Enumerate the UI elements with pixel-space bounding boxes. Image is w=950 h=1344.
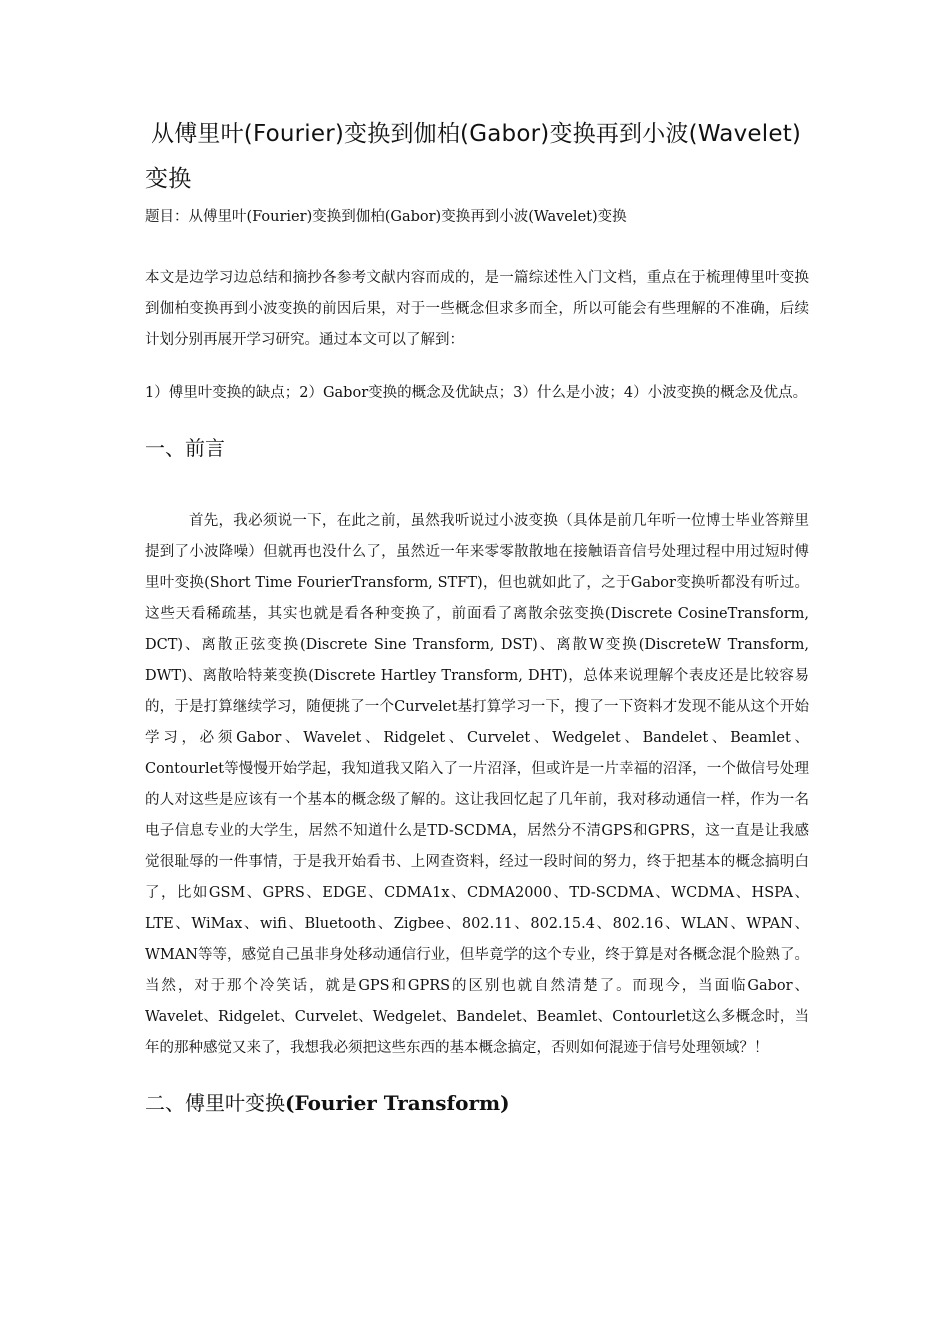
fourier-heading-english: (Fourier Transform) xyxy=(285,1091,510,1115)
subject-line: 题目：从傅里叶(Fourier)变换到伽柏(Gabor)变换再到小波(Wavelet)变换 xyxy=(145,209,627,225)
section-heading-fourier xyxy=(145,1088,809,1118)
title-line-1: 从傅里叶(Fourier)变换到伽柏(Gabor)变换再到小波(Wavelet) xyxy=(151,121,802,147)
preface-body: 首先，我必须说一下，在此之前，虽然我听说过小波变换（具体是前几年听一位博士毕业答辩里提到了小波降噪）但就再也没什么了，虽然近一年来零零散散地在接触语音信号处理过程中用过短时傅里叶变换(Short Time FourierTransform, STFT)，但也就如此了，之于Gabor变换听都没有听过。这些天看稀疏基，其实也就是看各种变换了，前面看了离散余弦变换(Discrete CosineTransform, DCT)、离散正弦变换(Discrete Sine Transform, DST)、离散W变换(DiscreteW Transform, DWT)、离散哈特莱变换(Discrete Hartley Transform, DHT)，总体来说理解个表皮还是比较容易的，于是打算继续学习，随便挑了一个Curvelet基打算学习一下，搜了一下资料才发现不能从这个开始学习，必须Gabor、Wavelet、Ridgelet、Curvelet、Wedgelet、Bandelet、Beamlet、Contourlet等慢慢开始学起，我知道我又陷入了一片沼泽，但或许是一片幸福的沼泽，一个做信号处理的人对这些是应该有一个基本的概念级了解的。这让我回忆起了几年前，我对移动通信一样，作为一名电子信息专业的大学生，居然不知道什么是TD-SCDMA，居然分不清GPS和GPRS，这一直是让我感觉很耻辱的一件事情，于是我开始看书、上网查资料，经过一段时间的努力，终于把基本的概念搞明白了，比如GSM、GPRS、EDGE、CDMA1x、CDMA2000、TD-SCDMA、WCDMA、HSPA、LTE、WiMax、wifi、Bluetooth、Zigbee、802.11、802.15.4、802.16、WLAN、WPAN、WMAN等等，感觉自己虽非身处移动通信行业，但毕竟学的这个专业，终于算是对各概念混个脸熟了。当然，对于那个冷笑话，就是GPS和GPRS的区别也就自然清楚了。而现今，当面临Gabor、Wavelet、Ridgelet、Curvelet、Wedgelet、Bandelet、Beamlet、Contourlet这么多概念时，当年的那种感觉又来了，我想我必须把这些东西的基本概念搞定，否则如何混迹于信号处理领域？！ xyxy=(145,513,809,1056)
section-heading-preface: 一、前言 xyxy=(145,436,225,460)
fourier-heading-prefix: 二、傅里叶变换 xyxy=(145,1091,285,1115)
title-line-2: 变换 xyxy=(145,166,192,192)
intro-paragraph: 本文是边学习边总结和摘抄各参考文献内容而成的，是一篇综述性入门文档，重点在于梳理傅里叶变换到伽柏变换再到小波变换的前因后果，对于一些概念但求多而全，所以可能会有些理解的不准确，后续计划分别再展开学习研究。通过本文可以了解到： xyxy=(145,270,809,348)
document-title xyxy=(145,112,809,202)
document-page xyxy=(145,112,809,1118)
points-paragraph: 1）傅里叶变换的缺点；2）Gabor变换的概念及优缺点；3）什么是小波；4）小波变换的概念及优点。 xyxy=(145,385,808,401)
